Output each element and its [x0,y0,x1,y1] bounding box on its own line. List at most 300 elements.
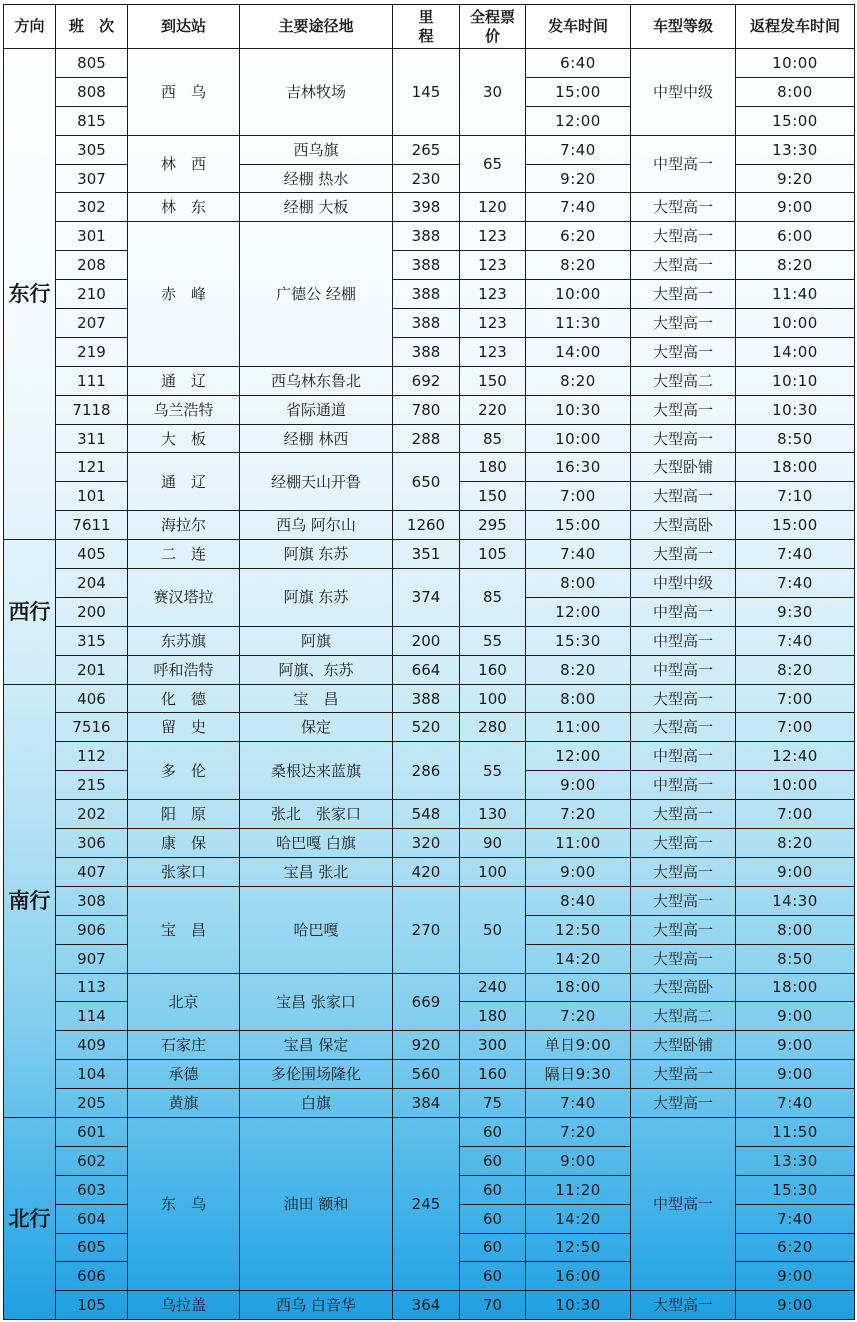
via-cell: 西乌林东鲁北 [240,366,393,395]
fare-cell: 65 [460,135,526,193]
vehicle-class-cell: 中型高一 [631,771,736,800]
fare-cell: 130 [460,800,526,829]
return-time-cell: 13:30 [736,1146,855,1175]
distance-cell: 384 [393,1089,460,1118]
depart-time-cell: 15:00 [526,77,631,106]
train-number-cell: 111 [56,366,128,395]
fare-cell: 123 [460,251,526,280]
fare-cell: 60 [460,1117,526,1146]
destination-cell: 化 德 [128,684,240,713]
fare-cell: 280 [460,713,526,742]
table-row [4,973,855,1002]
table-row [4,1089,855,1118]
header-via: 主要途径地 [240,5,393,49]
vehicle-class-cell: 大型高一 [631,829,736,858]
depart-time-cell: 10:30 [526,1291,631,1320]
table-row [4,713,855,742]
fare-cell: 300 [460,1031,526,1060]
fare-cell: 55 [460,742,526,800]
fare-cell: 90 [460,829,526,858]
destination-cell: 乌拉盖 [128,1291,240,1320]
distance-cell: 145 [393,49,460,136]
distance-cell: 245 [393,1117,460,1290]
vehicle-class-cell: 大型高一 [631,251,736,280]
train-number-cell: 306 [56,829,128,858]
depart-time-cell: 8:40 [526,886,631,915]
depart-time-cell: 10:00 [526,280,631,309]
depart-time-cell: 16:00 [526,1262,631,1291]
train-number-cell: 113 [56,973,128,1002]
destination-cell: 多 伦 [128,742,240,800]
table-row [4,540,855,569]
vehicle-class-cell: 大型高一 [631,222,736,251]
header-distance: 里程 [393,5,460,49]
depart-time-cell: 10:00 [526,424,631,453]
train-number-cell: 301 [56,222,128,251]
depart-time-cell: 12:50 [526,1233,631,1262]
fare-cell: 75 [460,1089,526,1118]
train-number-cell: 208 [56,251,128,280]
destination-cell: 承德 [128,1060,240,1089]
destination-cell: 黄旗 [128,1089,240,1118]
train-number-cell: 7118 [56,395,128,424]
depart-time-cell: 8:20 [526,655,631,684]
return-time-cell: 7:40 [736,626,855,655]
distance-cell: 692 [393,366,460,395]
return-time-cell: 7:10 [736,482,855,511]
return-time-cell: 7:40 [736,569,855,598]
fare-cell: 123 [460,337,526,366]
table-row [4,684,855,713]
table-row [4,49,855,78]
return-time-cell: 11:40 [736,280,855,309]
table-row [4,829,855,858]
table-row [4,453,855,482]
destination-cell: 海拉尔 [128,511,240,540]
vehicle-class-cell: 大型高二 [631,1002,736,1031]
depart-time-cell: 14:20 [526,1204,631,1233]
train-number-cell: 112 [56,742,128,771]
distance-cell: 364 [393,1291,460,1320]
train-number-cell: 207 [56,309,128,338]
table-row [4,135,855,164]
vehicle-class-cell: 大型高一 [631,193,736,222]
distance-cell: 548 [393,800,460,829]
return-time-cell: 8:50 [736,424,855,453]
fare-cell: 180 [460,453,526,482]
vehicle-class-cell: 中型高一 [631,655,736,684]
depart-time-cell: 9:00 [526,771,631,800]
table-row [4,1031,855,1060]
direction-cell: 东行 [4,49,56,540]
depart-time-cell: 8:20 [526,251,631,280]
direction-cell: 南行 [4,684,56,1117]
via-cell: 西乌旗 [240,135,393,164]
table-row [4,1291,855,1320]
return-time-cell: 11:50 [736,1117,855,1146]
fare-cell: 180 [460,1002,526,1031]
vehicle-class-cell: 大型高一 [631,713,736,742]
distance-cell: 920 [393,1031,460,1060]
vehicle-class-cell: 大型高一 [631,886,736,915]
depart-time-cell: 15:30 [526,626,631,655]
depart-time-cell: 单日9:00 [526,1031,631,1060]
distance-cell: 664 [393,655,460,684]
vehicle-class-cell: 大型卧铺 [631,1031,736,1060]
depart-time-cell: 7:40 [526,193,631,222]
depart-time-cell: 12:00 [526,742,631,771]
vehicle-class-cell: 中型高一 [631,742,736,771]
destination-cell: 阳 原 [128,800,240,829]
fare-cell: 50 [460,886,526,973]
fare-cell: 60 [460,1262,526,1291]
table-row [4,424,855,453]
return-time-cell: 12:40 [736,742,855,771]
depart-time-cell: 7:40 [526,540,631,569]
depart-time-cell: 12:50 [526,915,631,944]
schedule-body [4,49,855,1320]
vehicle-class-cell: 大型高一 [631,1060,736,1089]
header-vehicle: 车型等级 [631,5,736,49]
vehicle-class-cell: 大型高一 [631,395,736,424]
distance-cell: 288 [393,424,460,453]
vehicle-class-cell: 大型高卧 [631,511,736,540]
return-time-cell: 18:00 [736,973,855,1002]
header-direction: 方向 [4,5,56,49]
return-time-cell: 7:40 [736,540,855,569]
fare-cell: 150 [460,482,526,511]
via-cell: 油田 额和 [240,1117,393,1290]
return-time-cell: 8:50 [736,944,855,973]
vehicle-class-cell: 大型高一 [631,800,736,829]
train-number-cell: 105 [56,1291,128,1320]
via-cell: 阿旗 [240,626,393,655]
train-number-cell: 305 [56,135,128,164]
return-time-cell: 9:20 [736,164,855,193]
train-number-cell: 307 [56,164,128,193]
train-number-cell: 808 [56,77,128,106]
depart-time-cell: 7:20 [526,1002,631,1031]
fare-cell: 70 [460,1291,526,1320]
via-cell: 张北 张家口 [240,800,393,829]
vehicle-class-cell: 大型高一 [631,944,736,973]
distance-cell: 669 [393,973,460,1031]
destination-cell: 大 板 [128,424,240,453]
depart-time-cell: 12:00 [526,106,631,135]
depart-time-cell: 11:00 [526,829,631,858]
destination-cell: 留 史 [128,713,240,742]
return-time-cell: 10:10 [736,366,855,395]
return-time-cell: 9:00 [736,1031,855,1060]
distance-cell: 351 [393,540,460,569]
fare-cell: 123 [460,309,526,338]
fare-cell: 30 [460,49,526,136]
fare-cell: 60 [460,1146,526,1175]
return-time-cell: 9:00 [736,1002,855,1031]
train-number-cell: 606 [56,1262,128,1291]
return-time-cell: 8:20 [736,251,855,280]
via-cell: 白旗 [240,1089,393,1118]
vehicle-class-cell: 大型高一 [631,424,736,453]
destination-cell: 赛汉塔拉 [128,569,240,627]
train-number-cell: 201 [56,655,128,684]
direction-cell: 北行 [4,1117,56,1319]
distance-cell: 560 [393,1060,460,1089]
depart-time-cell: 11:30 [526,309,631,338]
vehicle-class-cell: 大型高一 [631,915,736,944]
vehicle-class-cell: 大型卧铺 [631,453,736,482]
destination-cell: 呼和浩特 [128,655,240,684]
return-time-cell: 13:30 [736,135,855,164]
distance-cell: 420 [393,857,460,886]
via-cell: 桑根达来蓝旗 [240,742,393,800]
table-row [4,626,855,655]
distance-cell: 270 [393,886,460,973]
train-number-cell: 605 [56,1233,128,1262]
destination-cell: 林 东 [128,193,240,222]
distance-cell: 320 [393,829,460,858]
vehicle-class-cell: 大型高一 [631,684,736,713]
destination-cell: 张家口 [128,857,240,886]
table-row [4,857,855,886]
depart-time-cell: 18:00 [526,973,631,1002]
header-row [4,5,855,49]
vehicle-class-cell: 大型高卧 [631,973,736,1002]
distance-cell: 230 [393,164,460,193]
distance-cell: 388 [393,251,460,280]
train-number-cell: 302 [56,193,128,222]
distance-cell: 388 [393,309,460,338]
via-cell: 经棚 林西 [240,424,393,453]
vehicle-class-cell: 大型高一 [631,482,736,511]
return-time-cell: 15:00 [736,106,855,135]
depart-time-cell: 16:30 [526,453,631,482]
destination-cell: 东 乌 [128,1117,240,1290]
fare-cell: 55 [460,626,526,655]
via-cell: 哈巴嘎 白旗 [240,829,393,858]
vehicle-class-cell: 中型中级 [631,569,736,598]
train-number-cell: 604 [56,1204,128,1233]
train-number-cell: 406 [56,684,128,713]
via-cell: 宝 昌 [240,684,393,713]
destination-cell: 通 辽 [128,453,240,511]
train-number-cell: 204 [56,569,128,598]
depart-time-cell: 6:40 [526,49,631,78]
return-time-cell: 7:40 [736,1204,855,1233]
depart-time-cell: 7:20 [526,800,631,829]
fare-cell: 160 [460,655,526,684]
depart-time-cell: 8:00 [526,569,631,598]
return-time-cell: 7:00 [736,800,855,829]
depart-time-cell: 7:20 [526,1117,631,1146]
vehicle-class-cell: 中型高一 [631,1117,736,1290]
destination-cell: 二 连 [128,540,240,569]
return-time-cell: 8:20 [736,655,855,684]
via-cell: 经棚天山开鲁 [240,453,393,511]
train-number-cell: 407 [56,857,128,886]
train-number-cell: 603 [56,1175,128,1204]
train-number-cell: 601 [56,1117,128,1146]
distance-cell: 388 [393,337,460,366]
destination-cell: 赤 峰 [128,222,240,366]
via-cell: 阿旗 东苏 [240,540,393,569]
vehicle-class-cell: 大型高一 [631,1089,736,1118]
depart-time-cell: 11:20 [526,1175,631,1204]
train-number-cell: 405 [56,540,128,569]
train-number-cell: 7611 [56,511,128,540]
via-cell: 哈巴嘎 [240,886,393,973]
depart-time-cell: 9:00 [526,1146,631,1175]
distance-cell: 650 [393,453,460,511]
train-number-cell: 409 [56,1031,128,1060]
table-row [4,193,855,222]
return-time-cell: 7:00 [736,713,855,742]
destination-cell: 林 西 [128,135,240,193]
train-number-cell: 114 [56,1002,128,1031]
header-fare: 全程票价 [460,5,526,49]
return-time-cell: 7:00 [736,684,855,713]
via-cell: 经棚 热水 [240,164,393,193]
destination-cell: 通 辽 [128,366,240,395]
train-number-cell: 315 [56,626,128,655]
bus-schedule-table [3,4,855,1320]
vehicle-class-cell: 大型高一 [631,309,736,338]
return-time-cell: 9:00 [736,1262,855,1291]
via-cell: 吉林牧场 [240,49,393,136]
return-time-cell: 9:00 [736,1060,855,1089]
fare-cell: 295 [460,511,526,540]
fare-cell: 85 [460,569,526,627]
depart-time-cell: 8:00 [526,684,631,713]
distance-cell: 780 [393,395,460,424]
distance-cell: 388 [393,222,460,251]
fare-cell: 60 [460,1175,526,1204]
fare-cell: 85 [460,424,526,453]
direction-cell: 西行 [4,540,56,684]
vehicle-class-cell: 中型中级 [631,49,736,136]
table-row [4,1060,855,1089]
depart-time-cell: 7:40 [526,1089,631,1118]
via-cell: 西乌 白音华 [240,1291,393,1320]
distance-cell: 265 [393,135,460,164]
return-time-cell: 9:00 [736,1291,855,1320]
distance-cell: 388 [393,684,460,713]
destination-cell: 康 保 [128,829,240,858]
destination-cell: 乌兰浩特 [128,395,240,424]
train-number-cell: 215 [56,771,128,800]
fare-cell: 240 [460,973,526,1002]
train-number-cell: 210 [56,280,128,309]
header-depart: 发车时间 [526,5,631,49]
train-number-cell: 202 [56,800,128,829]
table-row [4,655,855,684]
table-row [4,511,855,540]
vehicle-class-cell: 大型高一 [631,857,736,886]
depart-time-cell: 8:20 [526,366,631,395]
fare-cell: 105 [460,540,526,569]
return-time-cell: 8:00 [736,915,855,944]
table-row [4,366,855,395]
via-cell: 广德公 经棚 [240,222,393,366]
header-train-no: 班 次 [56,5,128,49]
return-time-cell: 10:00 [736,309,855,338]
return-time-cell: 15:30 [736,1175,855,1204]
table-row [4,800,855,829]
return-time-cell: 6:20 [736,1233,855,1262]
table-row [4,222,855,251]
destination-cell: 东苏旗 [128,626,240,655]
return-time-cell: 6:00 [736,222,855,251]
via-cell: 宝昌 张家口 [240,973,393,1031]
train-number-cell: 815 [56,106,128,135]
train-number-cell: 7516 [56,713,128,742]
return-time-cell: 9:00 [736,857,855,886]
train-number-cell: 311 [56,424,128,453]
fare-cell: 60 [460,1233,526,1262]
return-time-cell: 14:30 [736,886,855,915]
table-row [4,395,855,424]
fare-cell: 220 [460,395,526,424]
fare-cell: 60 [460,1204,526,1233]
train-number-cell: 602 [56,1146,128,1175]
train-number-cell: 205 [56,1089,128,1118]
destination-cell: 石家庄 [128,1031,240,1060]
vehicle-class-cell: 大型高二 [631,366,736,395]
via-cell: 西乌 阿尔山 [240,511,393,540]
fare-cell: 100 [460,857,526,886]
return-time-cell: 8:00 [736,77,855,106]
distance-cell: 374 [393,569,460,627]
return-time-cell: 10:30 [736,395,855,424]
table-row [4,1117,855,1146]
table-row [4,742,855,771]
header-return-depart: 返程发车时间 [736,5,855,49]
fare-cell: 123 [460,280,526,309]
destination-cell: 宝 昌 [128,886,240,973]
table-row [4,569,855,598]
via-cell: 省际通道 [240,395,393,424]
depart-time-cell: 10:30 [526,395,631,424]
depart-time-cell: 隔日9:30 [526,1060,631,1089]
depart-time-cell: 14:20 [526,944,631,973]
train-number-cell: 219 [56,337,128,366]
destination-cell: 西 乌 [128,49,240,136]
table-row [4,886,855,915]
train-number-cell: 906 [56,915,128,944]
train-number-cell: 101 [56,482,128,511]
depart-time-cell: 11:00 [526,713,631,742]
depart-time-cell: 7:40 [526,135,631,164]
train-number-cell: 200 [56,597,128,626]
return-time-cell: 15:00 [736,511,855,540]
return-time-cell: 9:00 [736,193,855,222]
distance-cell: 520 [393,713,460,742]
distance-cell: 1260 [393,511,460,540]
train-number-cell: 907 [56,944,128,973]
distance-cell: 398 [393,193,460,222]
fare-cell: 100 [460,684,526,713]
vehicle-class-cell: 中型高一 [631,135,736,193]
depart-time-cell: 9:00 [526,857,631,886]
via-cell: 阿旗 东苏 [240,569,393,627]
via-cell: 宝昌 保定 [240,1031,393,1060]
train-number-cell: 805 [56,49,128,78]
return-time-cell: 10:00 [736,771,855,800]
train-number-cell: 308 [56,886,128,915]
via-cell: 宝昌 张北 [240,857,393,886]
header-destination: 到达站 [128,5,240,49]
return-time-cell: 10:00 [736,49,855,78]
